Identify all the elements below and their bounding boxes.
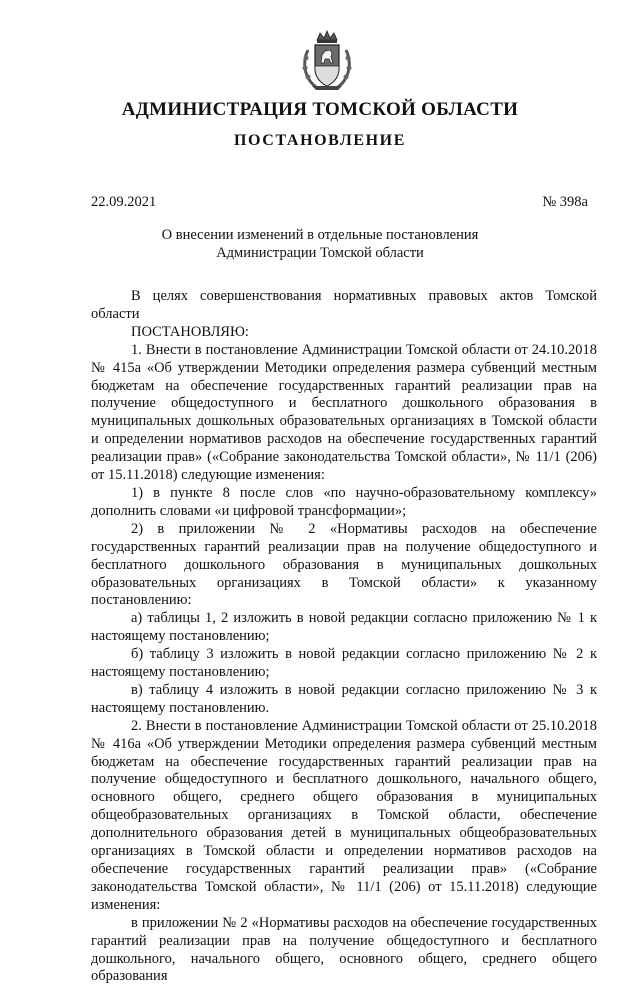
paragraph-1-2: 2) в приложении № 2 «Нормативы расходов на обеспечение государственных гарантий реализации прав на получение общедоступного и бесплатного дошкольного образования в муниципальных дошкольных образовательных организациях в Томской области» к указанному постановлению: <box>91 520 597 609</box>
document-date: 22.09.2021 <box>91 194 157 210</box>
coat-of-arms-icon <box>298 30 356 92</box>
paragraph-1-2-b: б) таблицу 3 изложить в новой редакции согласно приложению № 2 к настоящему постановлению; <box>91 646 597 681</box>
document-type: ПОСТАНОВЛЕНИЕ <box>234 132 406 149</box>
document-subject <box>0 226 640 262</box>
paragraph-1-1: 1) в пункте 8 после слов «по научно-образовательному комплексу» дополнить словами «и цифровой трансформации»; <box>91 484 597 519</box>
organization-title: АДМИНИСТРАЦИЯ ТОМСКОЙ ОБЛАСТИ <box>121 99 519 120</box>
paragraph-2: 2. Внести в постановление Администрации Томской области от 25.10.2018 № 416а «Об утверждении Методики определения размера субвенций местным бюджетам на обеспечение государственных гарантий реализации прав на получение общедоступного и бесплатного дошкольного, начального общего, основного общего, среднего общего образования в муниципальных общеобразовательных организациях в Томской области, обеспечение дополнительного образования детей в муниципальных общеобразовательных организациях в Томской области и определении нормативов расходов на обеспечение государственных гарантий реализации прав» («Собрание законодательства Томской области», № 11/1 (206) от 15.11.2018) следующие изменения: <box>91 717 597 913</box>
subject-line: Администрации Томской области <box>216 245 424 261</box>
resolve-heading: ПОСТАНОВЛЯЮ: <box>131 323 249 340</box>
document-body <box>91 288 597 986</box>
paragraph-1-2-c: в) таблицу 4 изложить в новой редакции согласно приложению № 3 к настоящему постановлению. <box>91 681 597 716</box>
document-number: № 398а <box>542 194 588 210</box>
paragraph-2-1: в приложении № 2 «Нормативы расходов на обеспечение государственных гарантий реализации прав на получение общедоступного и бесплатного дошкольного, начального общего, основного общего, среднего общего образования <box>91 914 597 985</box>
paragraph-1: 1. Внести в постановление Администрации Томской области от 24.10.2018 № 415а «Об утверждении Методики определения размера субвенций местным бюджетам на обеспечение государственных гарантий реализации прав на получение общедоступного и бесплатного дошкольного образования в муниципальных дошкольных образовательных организациях в Томской области и определении нормативов расходов на обеспечение государственных гарантий реализации прав» («Собрание законодательства Томской области», № 11/1 (206) от 15.11.2018) следующие изменения: <box>91 341 597 484</box>
subject-line: О внесении изменений в отдельные постановления <box>161 227 479 243</box>
intro-paragraph: В целях совершенствования нормативных правовых актов Томской области <box>91 288 597 322</box>
paragraph-1-2-a: а) таблицы 1, 2 изложить в новой редакции согласно приложению № 1 к настоящему постановлению; <box>91 610 597 645</box>
